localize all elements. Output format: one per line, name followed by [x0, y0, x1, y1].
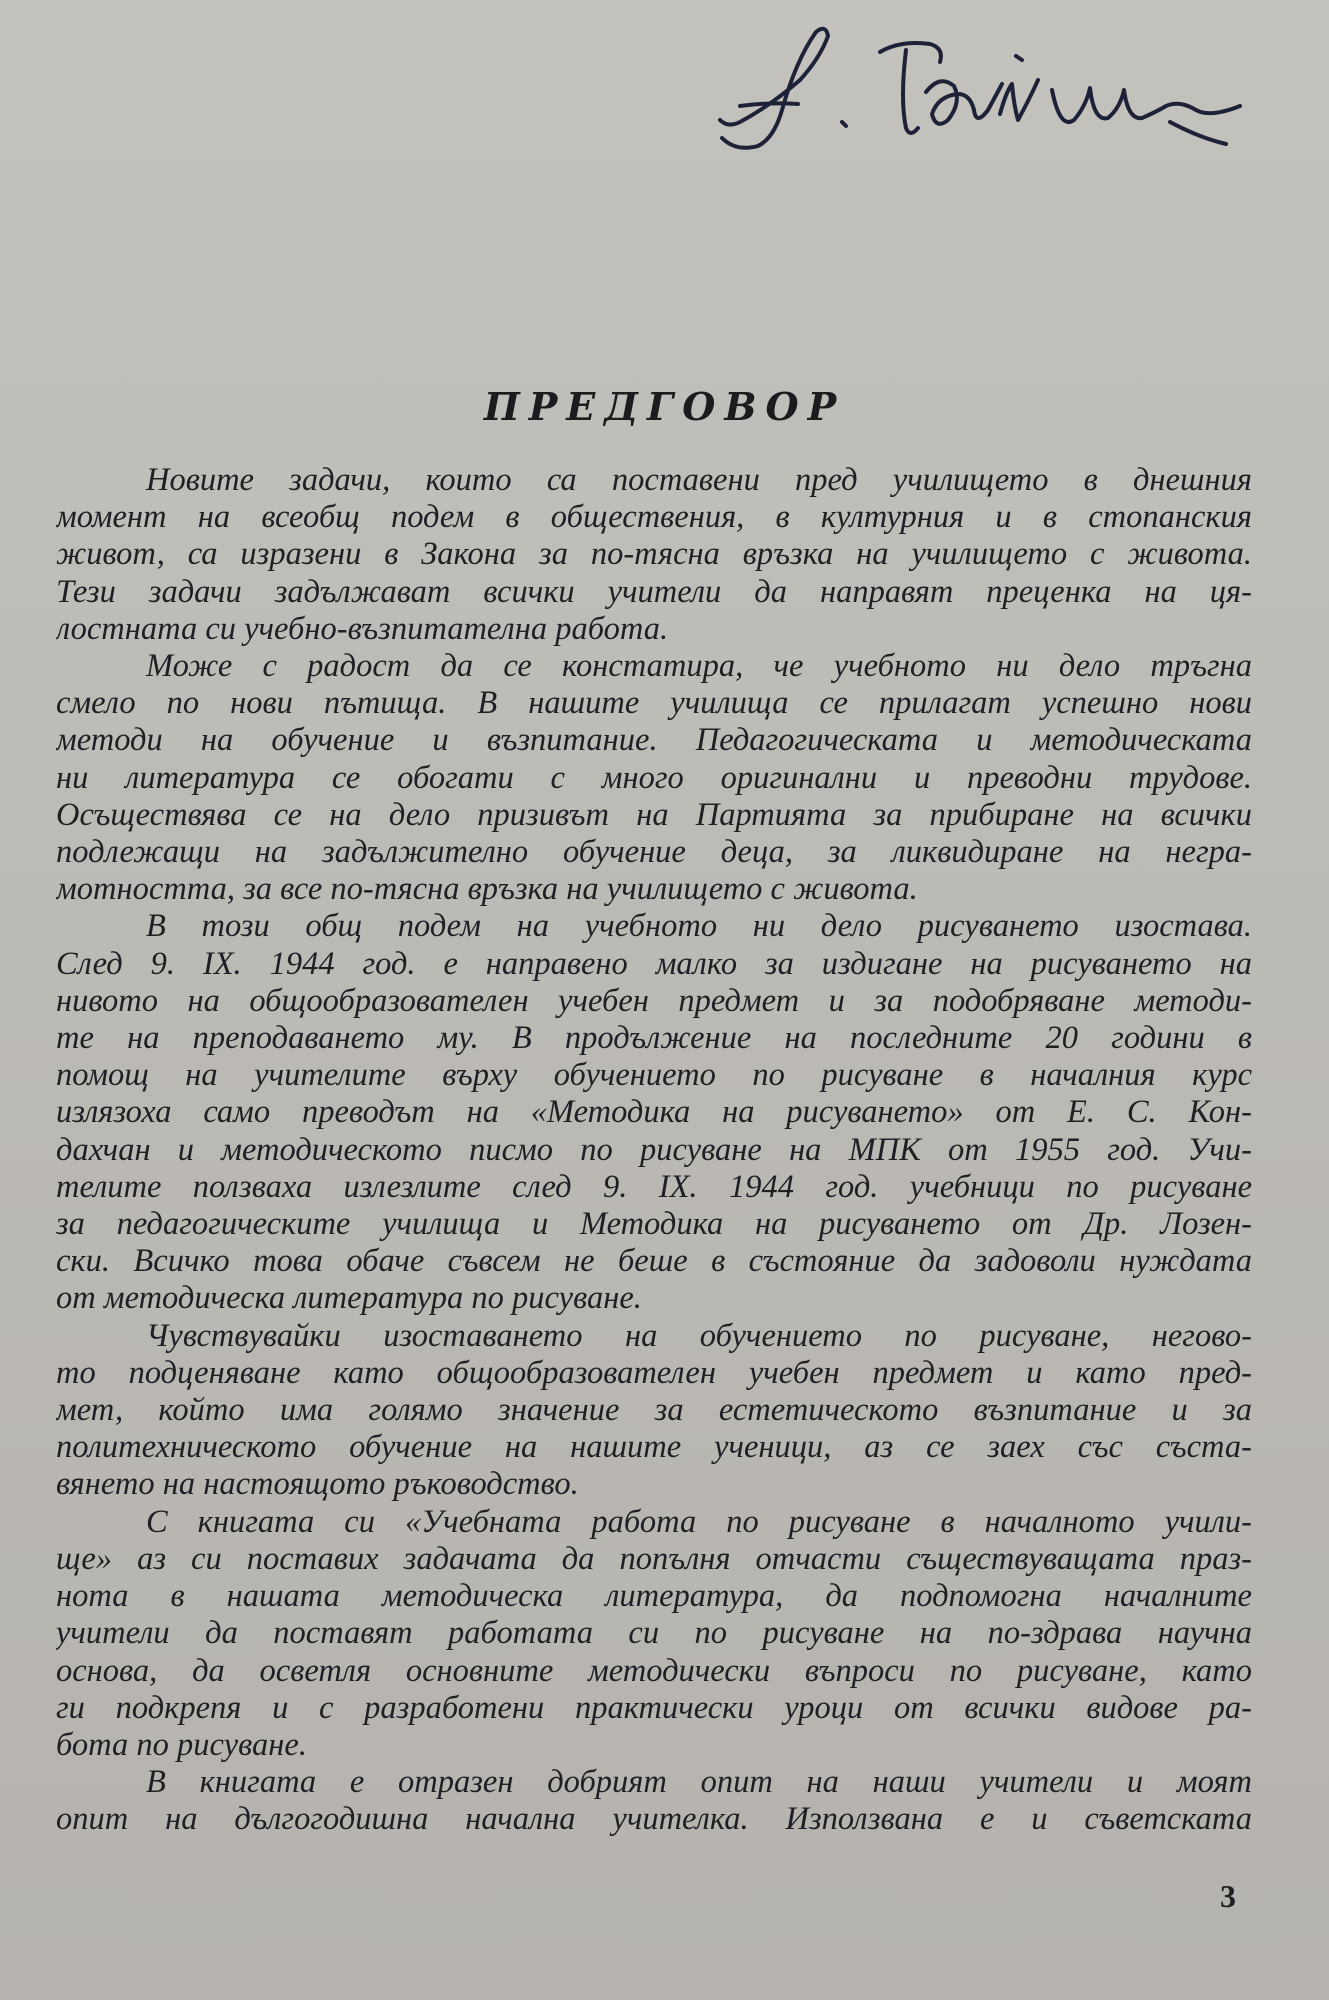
text-line: С книгата си «Учебната работа по рисуване в началното учили-: [146, 1503, 1252, 1540]
text-line: излязоха само преводът на «Методика на рисуването» от Е. С. Кон-: [56, 1094, 1252, 1131]
text-line: момент на всеобщ подем в обществения, в културния и в стопанския: [56, 499, 1252, 536]
page-number: 3: [1220, 1878, 1236, 1914]
text-line: Чувствувайки изоставането на обучението по рисуване, негово-: [146, 1317, 1252, 1354]
text-line: дахчан и методическото писмо по рисуване на МПК от 1955 год. Учи-: [56, 1131, 1252, 1168]
text-line: телите ползваха излезлите след 9. IX. 1944 год. учебници по рисуване: [56, 1168, 1252, 1205]
handwritten-signature: [700, 10, 1260, 180]
text-line: нивото на общообразователен учебен предмет и за подобряване методи-: [56, 982, 1252, 1019]
text-line: основа, да осветля основните методически въпроси по рисуване, като: [56, 1652, 1252, 1689]
text-line: ски. Всичко това обаче съвсем не беше в състояние да задоволи нуждата: [56, 1243, 1252, 1280]
text-line: за педагогическите училища и Методика на рисуването от Др. Лозен-: [56, 1206, 1252, 1243]
text-line: те на преподаването му. В продължение на последните 20 години в: [56, 1020, 1252, 1057]
text-line: мотността, за все по-тясна връзка на училището с живота.: [56, 871, 918, 908]
text-line: Тези задачи задължават всички учители да направят преценка на ця-: [56, 573, 1252, 610]
text-line: Новите задачи, които са поставени пред училището в днешния: [146, 462, 1252, 498]
text-line: помощ на учителите върху обучението по рисуване в началния курс: [56, 1057, 1252, 1094]
text-line: от методическа литература по рисуване.: [56, 1280, 642, 1317]
text-line: В този общ подем на учебното ни дело рисуването изостава.: [146, 908, 1252, 945]
text-line: След 9. IX. 1944 год. е направено малко за издигане на рисуването на: [56, 945, 1252, 982]
text-line: нота в нашата методическа литература, да подпомогна началните: [56, 1578, 1252, 1615]
text-line: политехническото обучение на нашите ученици, аз се заех със съста-: [56, 1429, 1252, 1466]
text-line: мет, който има голямо значение за естетическото възпитание и за: [56, 1392, 1252, 1429]
text-line: бота по рисуване.: [56, 1726, 307, 1763]
text-line: ни литература се обогати с много оригинални и преводни трудове.: [56, 759, 1252, 796]
text-line: Може с радост да се констатира, че учебното ни дело тръгна: [146, 648, 1252, 685]
text-line: опит на дългогодишна начална учителка. Използвана е и съветската: [56, 1801, 1252, 1838]
text-line: ще» аз си поставих задачата да попълня отчасти съществуващата праз-: [56, 1540, 1252, 1577]
preface-heading: ПРЕДГОВОР: [483, 384, 846, 429]
text-line: методи на обучение и възпитание. Педагогическата и методическата: [56, 722, 1252, 759]
text-line: подлежащи на задължително обучение деца, за ликвидиране на негра-: [56, 834, 1252, 871]
text-line: ги подкрепя и с разработени практически уроци от всички видове ра-: [56, 1689, 1252, 1726]
preface-text: [56, 462, 1252, 1839]
text-line: лостната си учебно-възпитателна работа.: [56, 610, 669, 647]
text-line: то подценяване като общообразователен учебен предмет и като пред-: [56, 1354, 1252, 1391]
text-line: вянето на настоящото ръководство.: [56, 1466, 579, 1503]
text-line: В книгата е отразен добрият опит на наши учители и моят: [146, 1764, 1252, 1801]
text-line: живот, са изразени в Закона за по-тясна връзка на училището с живота.: [56, 536, 1252, 573]
text-line: смело по нови пътища. В нашите училища се прилагат успешно нови: [56, 685, 1252, 722]
text-line: Осъществява се на дело призивът на Партията за прибиране на всички: [56, 796, 1252, 833]
text-line: учители да поставят работата си по рисуване на по-здрава научна: [56, 1615, 1252, 1652]
